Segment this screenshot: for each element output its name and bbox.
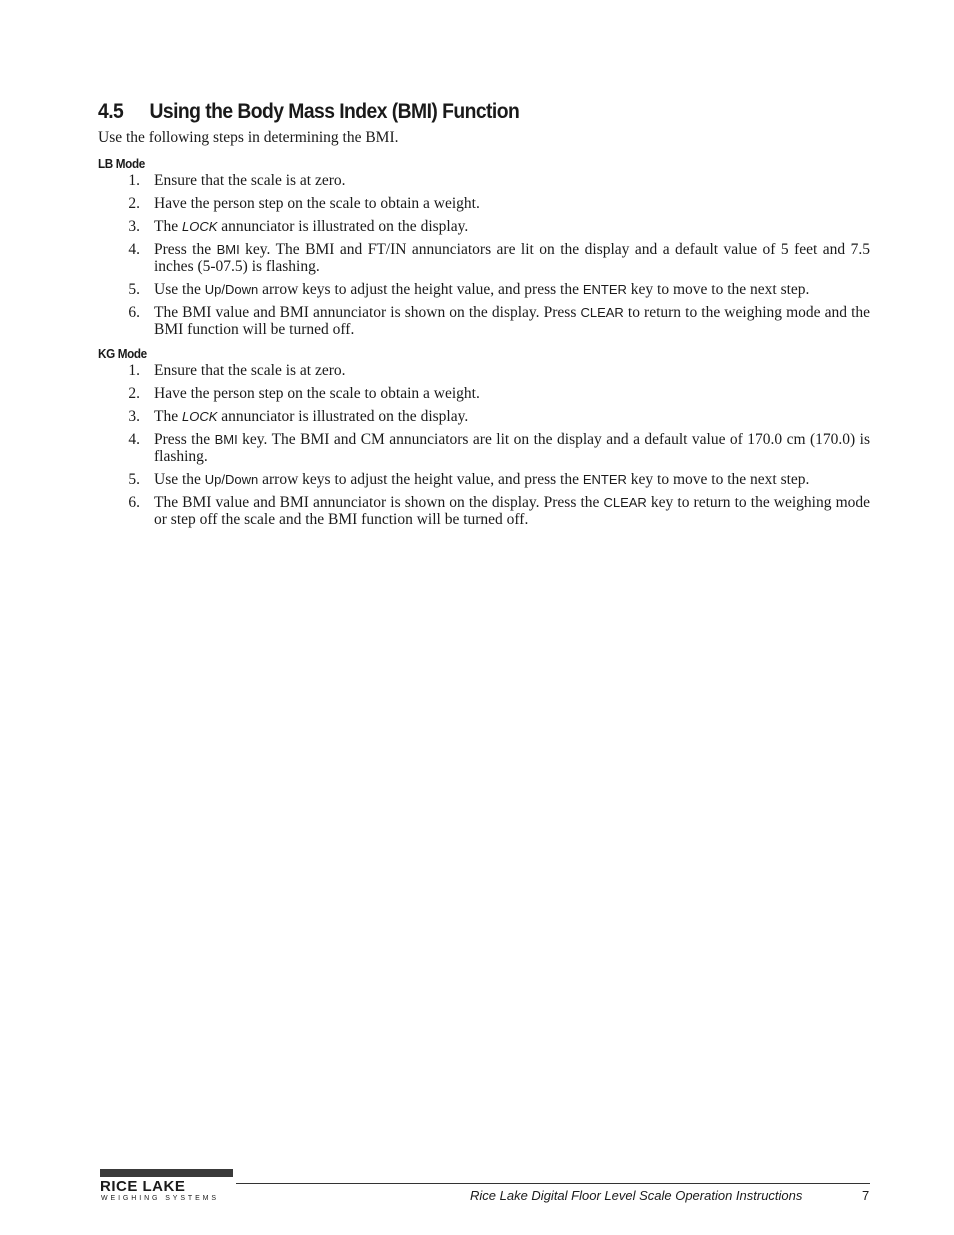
list-item <box>98 195 870 212</box>
page-number: 7 <box>862 1188 870 1203</box>
bmi-key-label: BMI <box>216 242 240 257</box>
clear-key-label: CLEAR <box>580 305 624 320</box>
document-page <box>98 100 870 536</box>
list-item <box>98 471 870 488</box>
step-text: Use the Up/Down arrow keys to adjust the height value, and press the ENTER key to move to the next step. <box>154 471 810 488</box>
step-text: Use the Up/Down arrow keys to adjust the height value, and press the ENTER key to move to the next step. <box>154 281 810 298</box>
list-item <box>98 431 870 465</box>
kg-mode-heading: KG Mode <box>98 346 147 361</box>
list-item <box>98 281 870 298</box>
rice-lake-logo <box>100 1169 234 1205</box>
lb-mode-steps <box>98 172 870 338</box>
logo-main-text: RICE LAKE <box>100 1178 186 1195</box>
step-text: The LOCK annunciator is illustrated on the display. <box>154 218 469 235</box>
list-item <box>98 218 870 235</box>
enter-key-label: ENTER <box>582 282 627 297</box>
section-heading <box>98 100 808 124</box>
step-text: The BMI value and BMI annunciator is shown on the display. Press CLEAR to return to the weighing mode and the BMI function will be turned off. <box>154 304 871 338</box>
up-down-key-label: Up/Down <box>204 282 259 297</box>
lock-annunciator-label: LOCK <box>181 219 218 234</box>
clear-key-label: CLEAR <box>603 495 647 510</box>
step-number: 1. <box>128 172 140 189</box>
step-text: Have the person step on the scale to obtain a weight. <box>154 385 480 402</box>
up-down-key-label: Up/Down <box>204 472 259 487</box>
step-number: 6. <box>128 494 140 511</box>
step-number: 4. <box>128 431 140 448</box>
list-item <box>98 362 870 379</box>
step-number: 5. <box>128 471 140 488</box>
step-number: 3. <box>128 218 140 235</box>
section-number: 4.5 <box>98 100 124 123</box>
step-text: Press the BMI key. The BMI and CM annunciators are lit on the display and a default value of 170.0 cm (170.0) is flashing. <box>154 431 870 465</box>
step-number: 4. <box>128 241 140 258</box>
footer-document-title: Rice Lake Digital Floor Level Scale Operation Instructions <box>470 1188 803 1203</box>
step-number: 2. <box>128 195 140 212</box>
step-text: Ensure that the scale is at zero. <box>154 362 346 379</box>
kg-mode-steps <box>98 362 870 528</box>
step-number: 2. <box>128 385 140 402</box>
list-item <box>98 172 870 189</box>
step-text: Have the person step on the scale to obtain a weight. <box>154 195 480 212</box>
lb-mode-heading: LB Mode <box>98 156 145 171</box>
list-item <box>98 304 870 338</box>
bmi-key-label: BMI <box>214 432 238 447</box>
step-text: The LOCK annunciator is illustrated on the display. <box>154 408 469 425</box>
lock-annunciator-label: LOCK <box>181 409 218 424</box>
list-item <box>98 241 870 275</box>
step-number: 5. <box>128 281 140 298</box>
intro-text: Use the following steps in determining the BMI. <box>98 129 399 146</box>
list-item <box>98 385 870 402</box>
step-text: The BMI value and BMI annunciator is shown on the display. Press the CLEAR key to return to the weighing mode or step off the scale and the BMI function will be turned off. <box>154 494 871 528</box>
step-number: 3. <box>128 408 140 425</box>
footer-divider <box>236 1183 870 1184</box>
list-item <box>98 494 870 528</box>
logo-bar <box>100 1169 233 1177</box>
logo-sub-text: WEIGHING SYSTEMS <box>101 1195 219 1202</box>
section-title: Using the Body Mass Index (BMI) Function <box>149 100 520 123</box>
step-number: 1. <box>128 362 140 379</box>
enter-key-label: ENTER <box>582 472 627 487</box>
list-item <box>98 408 870 425</box>
step-text: Ensure that the scale is at zero. <box>154 172 346 189</box>
step-text: Press the BMI key. The BMI and FT/IN annunciators are lit on the display and a default value of 5 feet and 7.5 inches (5-07.5) is flashing. <box>154 241 870 275</box>
step-number: 6. <box>128 304 140 321</box>
